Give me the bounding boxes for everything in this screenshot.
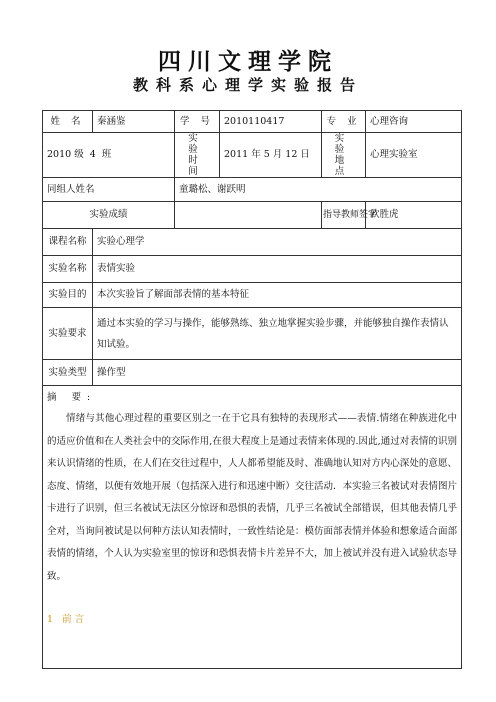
name-value: 秦涵鉴 bbox=[93, 111, 175, 133]
grade-value bbox=[175, 202, 322, 229]
requirement-label: 实验要求 bbox=[43, 308, 93, 360]
abstract-cell bbox=[43, 386, 462, 669]
group-value: 童璐松、谢跃明 bbox=[175, 178, 462, 202]
purpose-value: 本次实验旨了解面部表情的基本特征 bbox=[93, 283, 462, 308]
grade-label: 实验成绩 bbox=[43, 202, 175, 229]
group-label: 同组人姓名 bbox=[47, 183, 95, 195]
report-title: 教科系心理学实验报告 bbox=[132, 76, 363, 94]
abstract-heading: 摘 要: bbox=[47, 392, 97, 403]
major-value: 心理咨询 bbox=[366, 111, 462, 133]
group-members bbox=[43, 178, 175, 202]
student-id-value: 2010110417 bbox=[220, 111, 322, 133]
name-label: 姓 名 bbox=[43, 111, 93, 133]
section-intro-heading: 1 前言 bbox=[47, 614, 88, 625]
class-value: 2010 级 4 班 bbox=[43, 133, 175, 178]
course-label: 课程名称 bbox=[43, 229, 93, 256]
abstract-body: 情绪与其他心理过程的重要区别之一在于它具有独特的表现形式——表情.情绪在种族进化中的适应价值和在人类社会中的交际作用,在很大程度上是通过表情来体现的.因此,通过对表情的识别来认识情绪的性质，在人们在交往过程中，人人都希望能及时、准确地认知对方内心深处的意愿、态度、情绪，以便有效地开展（包括深入进行和迅速中断）交往活动．本实验三名被试对表情图片卡进行了识别，但三名被试无法区分惊讶和恐惧的表情，几乎三名被试全部错误，但其他表情几乎全对，当询问被试是以何种方法认知表情时，一致性结论是：模仿面部表情并体验和想象适合面部表情的情绪，个人认为实验室里的惊讶和恐惧表情卡片差异不大，加上被试并没有进入试验状态导致。 bbox=[47, 413, 457, 582]
exp-time-value: 2011 年 5 月 12 日 bbox=[220, 133, 322, 178]
course-value: 实验心理学 bbox=[93, 229, 462, 256]
exp-place-label: 实 验 地 点 bbox=[322, 133, 366, 178]
purpose-label: 实验目的 bbox=[43, 283, 93, 308]
requirement-value: 通过本实验的学习与操作，能够熟练、独立地掌握实验步骤，并能够独自操作表情认知试验。 bbox=[93, 308, 462, 360]
exp-place-value: 心理实验室 bbox=[366, 133, 462, 178]
type-label: 实验类型 bbox=[43, 360, 93, 386]
student-id-label: 学 号 bbox=[175, 111, 220, 133]
major-label: 专 业 bbox=[322, 111, 366, 133]
exp-name-value: 表情实验 bbox=[93, 256, 462, 283]
exp-time-label: 实 验 时 间 bbox=[175, 133, 220, 178]
school-name: 四川文理学院 bbox=[158, 48, 338, 75]
teacher-label: 指导教师签字 bbox=[322, 202, 366, 229]
type-value: 操作型 bbox=[93, 360, 462, 386]
exp-name-label: 实验名称 bbox=[43, 256, 93, 283]
report-form bbox=[42, 110, 462, 669]
teacher-value: 欧胜虎 bbox=[366, 202, 462, 229]
